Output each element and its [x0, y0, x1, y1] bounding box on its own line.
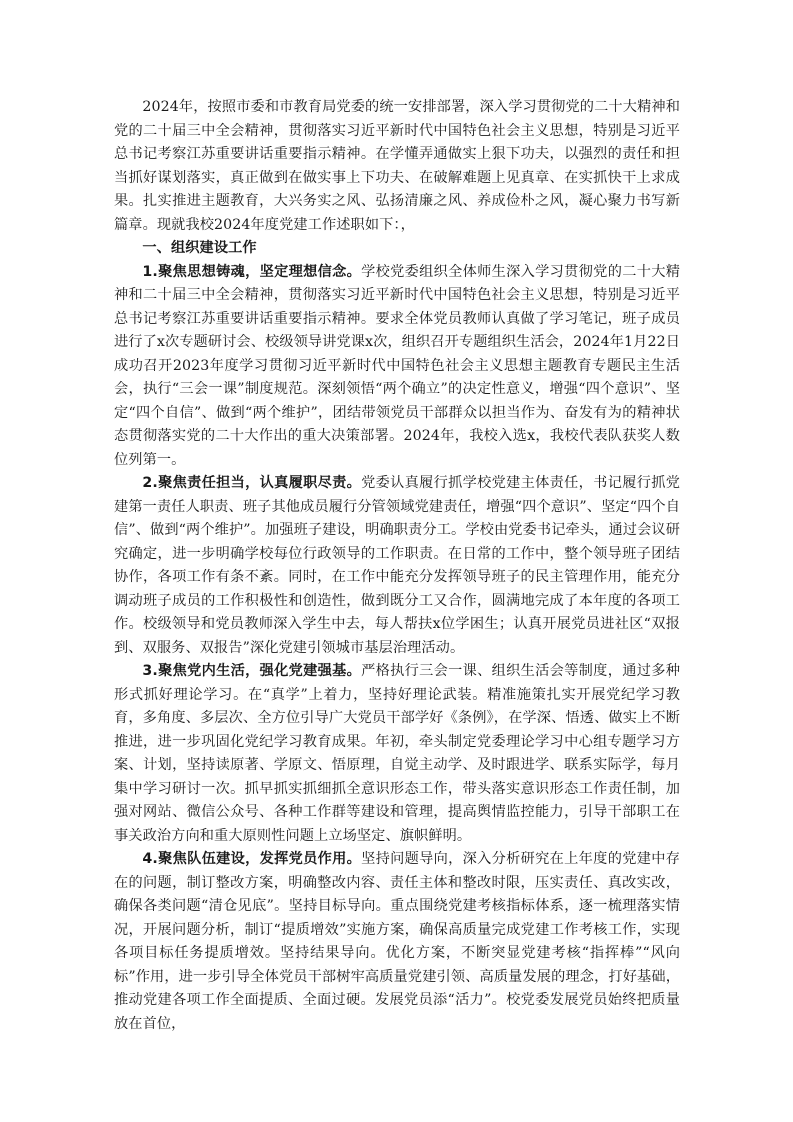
item-paragraph: [114, 472, 680, 660]
section-heading-organization: 一、组织建设工作: [142, 240, 257, 256]
item-body: 学校党委组织全体师生深入学习贯彻党的二十大精神和二十届三中全会精神，贯彻落实习近平新时代中国特色社会主义思想，特别是习近平总书记考察江苏重要讲话重要指示精神。要求全体党员教师认真做了学习笔记，班子成员进行了x次专题研讨会、校级领导讲党课x次，组织召开专题组织生活会，2024年1月22日成功召开2023年度学习贯彻习近平新时代中国特色社会主义思想主题教育专题民主生活会，执行“三会一课”制度规范。深刻领悟“两个确立”的决定性意义，增强“四个意识”、坚定“四个自信”、做到“两个维护”，团结带领党员干部群众以担当作为、奋发有为的精神状态贯彻落实党的二十大作出的重大决策部署。2024年，我校入选x，我校代表队获奖人数位列第一。: [114, 263, 680, 468]
item-body: 党委认真履行抓学校党建主体责任，书记履行抓党建第一责任人职责、班子其他成员履行分管领域党建责任，增强“四个意识”、坚定“四个自信”、做到“两个维护”。加强班子建设，明确职责分工。学校由党委书记牵头，通过会议研究确定，进一步明确学校每位行政领导的工作职责。在日常的工作中，整个领导班子团结协作，各项工作有条不紊。同时，在工作中能充分发挥领导班子的民主管理作用，能充分调动班子成员的工作积极性和创造性，做到既分工又合作，圆满地完成了本年度的各项工作。校级领导和党员教师深入学生中去，每人帮扶x位学困生；认真开展党员进社区“双报到、双服务、双报告”深化党建引领城市基层治理活动。: [114, 475, 680, 656]
item-paragraph: [114, 261, 680, 473]
item-lead: 3.聚焦党内生活，强化党建强基。: [142, 663, 362, 679]
intro-paragraph: 2024年，按照市委和市教育局党委的统一安排部署，深入学习贯彻党的二十大精神和党的二十届三中全会精神，贯彻落实习近平新时代中国特色社会主义思想，特别是习近平总书记考察江苏重要讲话重要指示精神。在学懂弄通做实上狠下功夫，以强烈的责任和担当抓好谋划落实，真正做到在做实事上下功夫、在破解难题上见真章、在实抓快干上求成果。扎实推进主题教育，大兴务实之风、弘扬清廉之风、养成俭朴之风，凝心聚力书写新篇章。现就我校2024年度党建工作述职如下：，: [114, 99, 680, 233]
item-paragraph: [114, 848, 680, 1036]
item-lead: 4.聚焦队伍建设，发挥党员作用。: [142, 851, 362, 867]
item-lead: 1.聚焦思想铸魂，坚定理想信念。: [142, 263, 362, 280]
document-page: [114, 96, 680, 1036]
item-paragraph: [114, 660, 680, 848]
item-body: 坚持问题导向，深入分析研究在上年度的党建中存在的问题，制订整改方案，明确整改内容、责任主体和整改时限，压实责任、真改实改，确保各类问题“清仓见底”。坚持目标导向。重点围绕党建考核指标体系，逐一梳理落实情况，开展问题分析，制订“提质增效”实施方案，确保高质量完成党建工作考核工作，实现各项目标任务提质增效。坚持结果导向。优化方案，不断突显党建考核“指挥棒”“风向标”作用，进一步引导全体党员干部树牢高质量党建引领、高质量发展的理念，打好基础，推动党建各项工作全面提质、全面过硬。发展党员添“活力”。校党委发展党员始终把质量放在首位，: [114, 851, 680, 1032]
item-lead: 2.聚焦责任担当，认真履职尽责。: [142, 475, 362, 491]
item-body: 严格执行三会一课、组织生活会等制度，通过多种形式抓好理论学习。在“真学”上着力，坚持好理论武装。精准施策扎实开展党纪学习教育，多角度、多层次、全方位引导广大党员干部学好《条例》，在学深、悟透、做实上不断推进，进一步巩固化党纪学习教育成果。年初，牵头制定党委理论学习中心组专题学习方案、计划，坚持读原著、学原文、悟原理，自觉主动学、及时跟进学、联系实际学，每月集中学习研讨一次。抓早抓实抓细抓全意识形态工作，带头落实意识形态工作责任制，加强对网站、微信公众号、各种工作群等建设和管理，提高舆情监控能力，引导干部职工在事关政治方向和重大原则性问题上立场坚定、旗帜鲜明。: [114, 663, 680, 844]
